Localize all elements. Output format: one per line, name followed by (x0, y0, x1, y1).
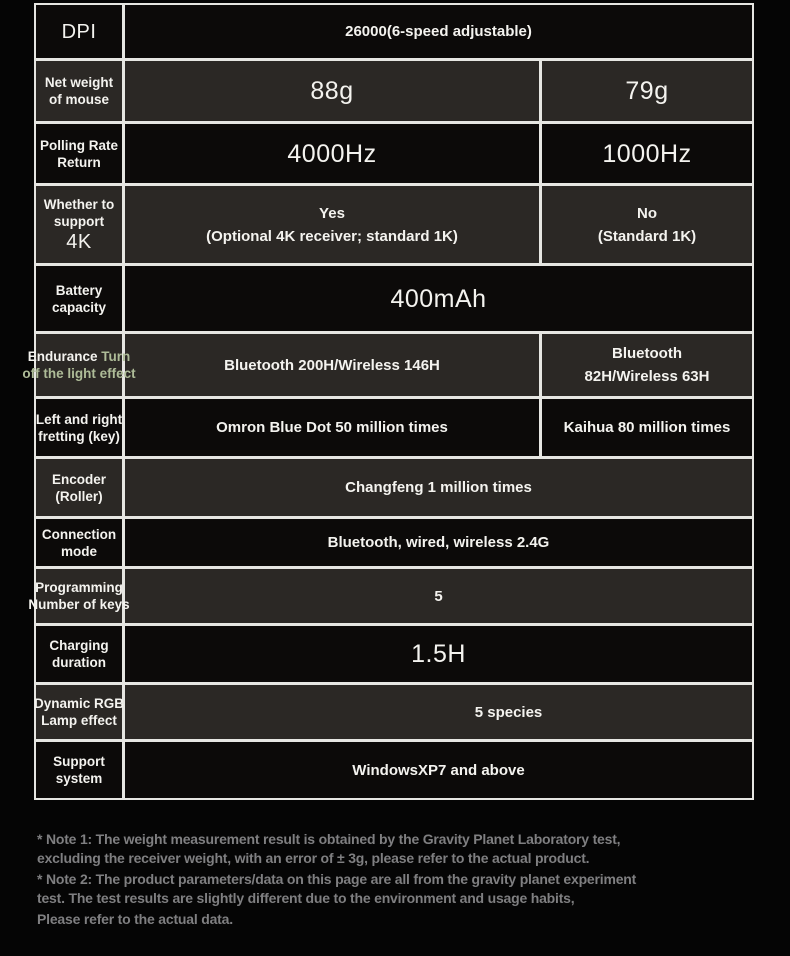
4k-support-value-2: No (Standard 1K) (542, 186, 752, 263)
spec-table (22, 3, 754, 800)
note1-line1: * Note 1: The weight measurement result is obtained by the Gravity Planet Laboratory test, (37, 831, 621, 847)
programming-keys-label: Programming Number of keys (36, 569, 122, 623)
left-right-fretting-value-1: Omron Blue Dot 50 million times (125, 399, 539, 456)
encoder-value-1: Changfeng 1 million times (125, 459, 752, 516)
connection-mode-label: Connection mode (36, 519, 122, 566)
battery-capacity-value-1: 400mAh (125, 266, 752, 331)
programming-keys-value-1: 5 (125, 569, 752, 623)
endurance-label: Endurance Turn off the light effect (36, 334, 122, 396)
connection-mode-value-1: Bluetooth, wired, wireless 2.4G (125, 519, 752, 566)
note2-line2: test. The test results are slightly different due to the environment and usage habits, (37, 889, 575, 906)
rgb-lamp-effect-value-1: 5 species (125, 685, 752, 739)
dpi-label: DPI (36, 5, 122, 58)
net-weight-value-1: 88g (125, 61, 539, 121)
charging-duration-value-1: 1.5H (125, 626, 752, 682)
note3-line1: Please refer to the actual data. (37, 911, 233, 927)
note1-line2: excluding the receiver weight, with an error of ± 3g, please refer to the actual product. (37, 849, 590, 866)
left-right-fretting-value-2: Kaihua 80 million times (542, 399, 752, 456)
footnotes (37, 830, 636, 929)
4k-support-label: Whether to support 4K (36, 186, 122, 263)
endurance-value-2: Bluetooth 82H/Wireless 63H (542, 334, 752, 396)
endurance-value-1: Bluetooth 200H/Wireless 146H (125, 334, 539, 396)
support-system-value-1: WindowsXP7 and above (125, 742, 752, 798)
charging-duration-label: Charging duration (36, 626, 122, 682)
rgb-lamp-effect-label: Dynamic RGB Lamp effect (36, 685, 122, 739)
dpi-value-1: 26000(6-speed adjustable) (125, 5, 752, 58)
note2-line1: * Note 2: The product parameters/data on this page are all from the gravity planet experiment (37, 871, 637, 887)
encoder-label: Encoder (Roller) (36, 459, 122, 516)
net-weight-label: Net weight of mouse (36, 61, 122, 121)
support-system-label: Support system (36, 742, 122, 798)
net-weight-value-2: 79g (542, 61, 752, 121)
battery-capacity-label: Battery capacity (36, 266, 122, 331)
4k-support-value-1: Yes (Optional 4K receiver; standard 1K) (125, 186, 539, 263)
left-right-fretting-label: Left and right fretting (key) (36, 399, 122, 456)
polling-rate-label: Polling Rate Return (36, 124, 122, 183)
polling-rate-value-2: 1000Hz (542, 124, 752, 183)
polling-rate-value-1: 4000Hz (125, 124, 539, 183)
